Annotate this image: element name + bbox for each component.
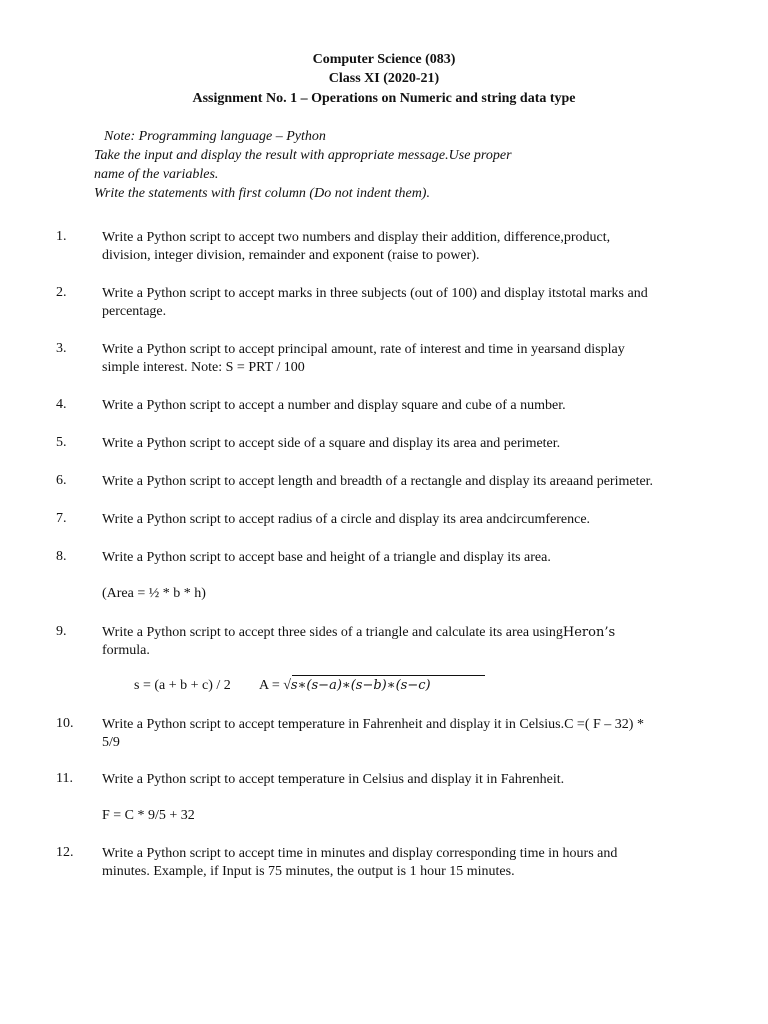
question-text-line-1: Write a Python script to accept temperature in Celsius and display it in Fahrenheit. <box>102 772 565 787</box>
question-text-line-2: division, integer division, remainder and exponent (raise to power). <box>102 248 480 263</box>
note-line-4: Write the statements with first column (Do not indent them). <box>94 186 430 201</box>
class-title: Class XI (2020-21) <box>328 71 440 86</box>
note-line-1: Note: Programming language – Python <box>104 129 326 144</box>
question-text-line-1: Write a Python script to accept side of a square and display its area and perimeter. <box>102 436 561 451</box>
question-number: 5. <box>56 435 67 450</box>
question-text-line-1: Write a Python script to accept time in minutes and display corresponding time in hours and <box>102 846 618 861</box>
question-number: 4. <box>56 397 67 412</box>
question-text-line-1: Write a Python script to accept temperature in Fahrenheit and display it in Celsius.C =( F – 32) * <box>102 717 644 732</box>
question-number: 11. <box>56 771 73 786</box>
note-line-3: name of the variables. <box>94 167 219 182</box>
question-text-line-2: minutes. Example, if Input is 75 minutes, the output is 1 hour 15 minutes. <box>102 864 515 879</box>
question-text-start: Write a Python script to accept three sides of a triangle and calculate its area using <box>102 625 563 640</box>
question-number: 8. <box>56 549 67 564</box>
question-number: 2. <box>56 285 67 300</box>
question-text-line-1: Write a Python script to accept radius of a circle and display its area andcircumference. <box>102 512 591 527</box>
square-root-bar <box>292 675 485 676</box>
question-number: 6. <box>56 473 67 488</box>
question-text-line-1 <box>102 624 615 642</box>
area-expression: 𝑠∗(𝑠−𝑎)∗(𝑠−𝑏)∗(𝑠−𝑐) <box>290 678 431 693</box>
question-number: 10. <box>56 716 74 731</box>
question-text-line-1: Write a Python script to accept length and breadth of a rectangle and display its areaand perimeter. <box>102 474 654 489</box>
question-text-line-1: Write a Python script to accept principal amount, rate of interest and time in yearsand display <box>102 342 625 357</box>
area-formula: (Area = ½ * b * h) <box>102 586 206 601</box>
question-number: 7. <box>56 511 67 526</box>
question-number: 12. <box>56 845 74 860</box>
subject-title: Computer Science (083) <box>312 52 456 67</box>
question-text-line-2: percentage. <box>102 304 167 319</box>
area-label: A = √ <box>259 678 291 693</box>
herons-word: Heron’s <box>562 625 616 640</box>
question-text-line-2: formula. <box>102 643 150 658</box>
question-number: 1. <box>56 229 67 244</box>
question-text-line-1: Write a Python script to accept two numbers and display their addition, difference,product, <box>102 230 611 245</box>
assignment-title: Assignment No. 1 – Operations on Numeric and string data type <box>192 91 576 106</box>
question-text-line-1: Write a Python script to accept a number and display square and cube of a number. <box>102 398 566 413</box>
question-number: 3. <box>56 341 67 356</box>
question-number: 9. <box>56 624 67 639</box>
question-text-line-2: 5/9 <box>102 735 120 750</box>
fahrenheit-formula: F = C * 9/5 + 32 <box>102 808 195 823</box>
semi-perimeter-formula: s = (a + b + c) / 2 <box>134 678 231 693</box>
question-text-line-1: Write a Python script to accept base and height of a triangle and display its area. <box>102 550 551 565</box>
note-line-2: Take the input and display the result with appropriate message.Use proper <box>94 148 512 163</box>
herons-area-formula <box>259 678 431 694</box>
question-text-line-2: simple interest. Note: S = PRT / 100 <box>102 360 305 375</box>
question-text-line-1: Write a Python script to accept marks in three subjects (out of 100) and display itstotal marks and <box>102 286 648 301</box>
